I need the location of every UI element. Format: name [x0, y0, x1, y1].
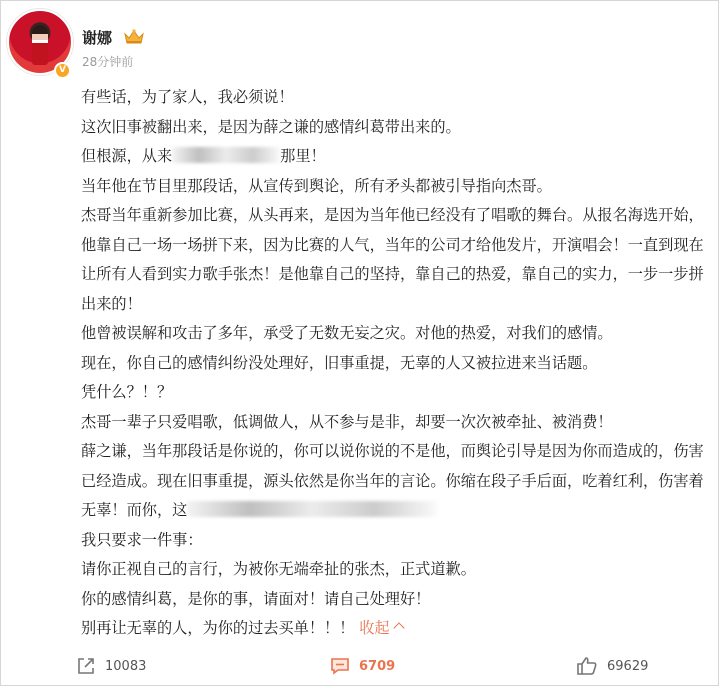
- content-line: 当年他在节目里那段话，从宣传到舆论，所有矛头都被引导指向杰哥。: [81, 176, 552, 195]
- like-count: 69629: [607, 658, 649, 674]
- share-button[interactable]: [76, 654, 146, 678]
- content-line: 他曾被误解和攻击了多年，承受了无数无妄之灾。对他的热爱，对我们的感情。: [81, 324, 613, 342]
- content-line: 这次旧事被翻出来，是因为薛之谦的感情纠葛带出来的。: [81, 117, 461, 136]
- post-header: [0, 0, 719, 80]
- content-text: 但根源，从来: [81, 147, 173, 165]
- content-line: 凭什么？！？: [81, 383, 173, 401]
- content-text: 别再让无辜的人，为你的过去买单！！！: [81, 619, 355, 637]
- thumbs-up-icon: [576, 656, 598, 676]
- comment-count: 6709: [359, 658, 396, 674]
- collapse-label: 收起: [359, 619, 390, 637]
- share-count: 10083: [105, 658, 147, 674]
- content-line-redacted: [81, 142, 707, 172]
- share-icon: [76, 656, 96, 676]
- blurred-text: [172, 147, 280, 163]
- post-time: 28分钟前: [82, 55, 134, 69]
- content-text: 薛之谦，当年那段话是你说的，你可以说你说的不是他，而舆论引导是因为你而造成的，伤害已经造成。现在旧事重提，源头依然是你当年的言论。你缩在段子手后面，吃着红利，伤害着无辜！而你，这: [81, 442, 704, 519]
- author-name[interactable]: 谢娜: [82, 29, 113, 47]
- avatar-figure: [32, 25, 48, 65]
- like-button[interactable]: [576, 654, 648, 678]
- post-content: [81, 83, 707, 644]
- content-line: 现在，你自己的感情纠纷没处理好，旧事重提，无辜的人又被拉进来当话题。: [81, 353, 598, 372]
- content-line: 我只要求一件事：: [81, 530, 203, 549]
- content-line: 杰哥一辈子只爱唱歌，低调做人，从不参与是非，却要一次次被牵扯、被消费！: [81, 412, 613, 431]
- content-paragraph: 杰哥当年重新参加比赛，从头再来，是因为当年他已经没有了唱歌的舞台。从报名海选开始，他靠自己一场一场拼下来，因为比赛的人气，当年的公司才给他发片，开演唱会！一直到现在让所有人看到实力歌手张杰！是他靠自己的坚持，靠自己的热爱，靠自己的实力，一步一步拼出来的！: [81, 206, 704, 313]
- content-line: 有些话，为了家人，我必须说！: [81, 88, 294, 106]
- content-line: 请你正视自己的言行，为被你无端牵扯的张杰，正式道歉。: [81, 560, 476, 578]
- blurred-text: [187, 501, 437, 517]
- comment-icon: [330, 656, 350, 676]
- content-text: 那里！: [280, 147, 326, 165]
- collapse-button[interactable]: [359, 619, 402, 637]
- chevron-up-icon: [393, 622, 404, 633]
- crown-badge-icon: [124, 29, 144, 45]
- content-line: 你的感情纠葛，是你的事，请面对！请自己处理好！: [81, 589, 431, 608]
- content-paragraph-redacted: [81, 437, 707, 526]
- comment-button[interactable]: [330, 654, 395, 678]
- verified-icon: V: [54, 62, 71, 79]
- content-line-last: [81, 614, 707, 644]
- action-bar: [0, 646, 719, 686]
